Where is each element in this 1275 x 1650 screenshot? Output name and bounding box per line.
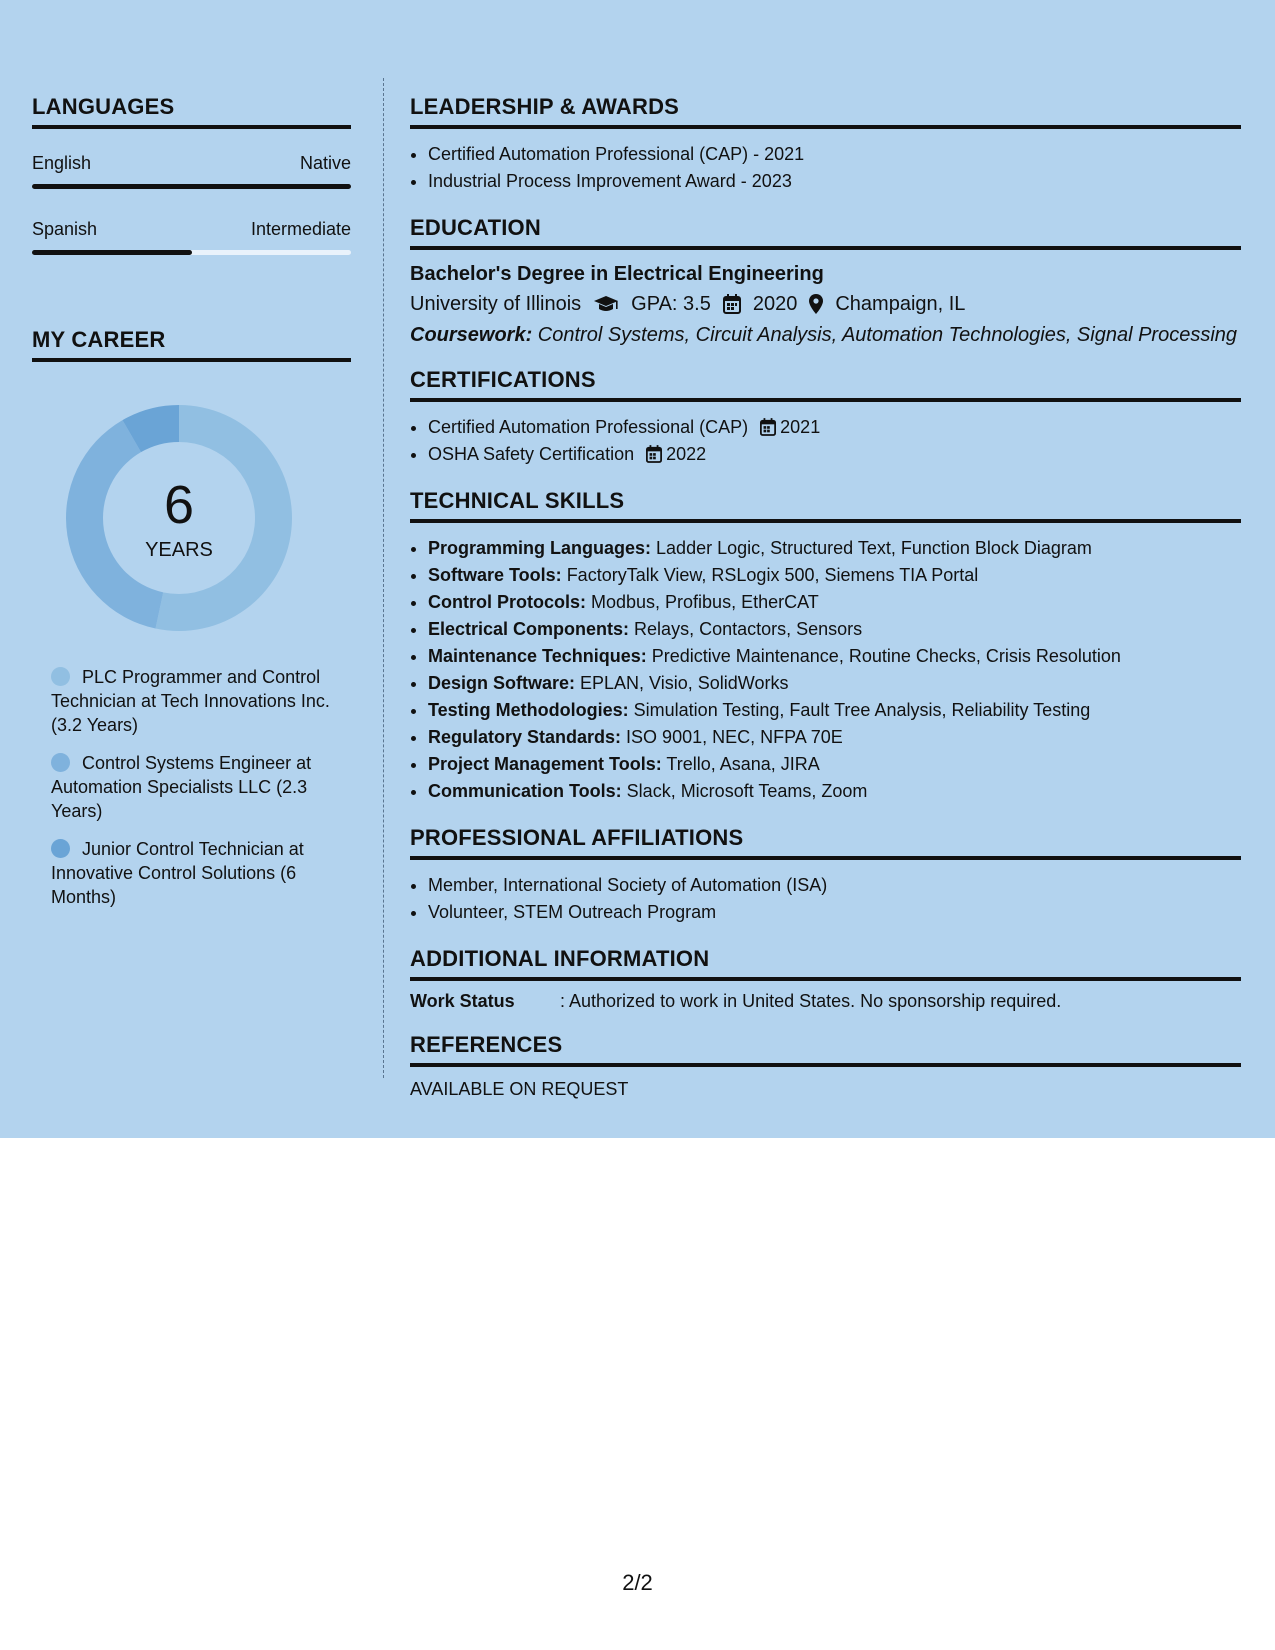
skill-value: Simulation Testing, Fault Tree Analysis, Reliability Testing: [628, 700, 1091, 720]
career-donut-chart: [66, 405, 292, 631]
skill-label: Project Management Tools:: [428, 754, 662, 774]
list-item: [428, 441, 1241, 468]
education-meta: [410, 291, 1241, 317]
column-divider: [383, 78, 384, 1078]
coursework: [410, 323, 1241, 347]
gpa: GPA: 3.5: [631, 293, 711, 315]
skill-label: Maintenance Techniques:: [428, 646, 647, 666]
calendar-icon: [646, 445, 662, 463]
career-heading: MY CAREER: [32, 327, 351, 362]
education-heading: EDUCATION: [410, 215, 1241, 250]
certification-year: 2022: [666, 444, 707, 464]
career-legend-label: Junior Control Technician at Innovative Control Solutions (6 Months): [51, 839, 304, 907]
career-section: [32, 327, 351, 909]
certification-name: Certified Automation Professional (CAP): [428, 417, 749, 437]
degree-title: Bachelor's Degree in Electrical Engineering: [410, 263, 824, 285]
skills-list: [410, 535, 1241, 805]
language-proficiency-fill: [32, 184, 351, 189]
additional-info-heading: ADDITIONAL INFORMATION: [410, 946, 1241, 981]
right-column: [410, 94, 1241, 1120]
calendar-icon: [760, 418, 776, 436]
language-row: [32, 153, 351, 174]
skill-label: Programming Languages:: [428, 538, 652, 558]
language-proficiency-fill: [32, 250, 192, 255]
career-total-unit: YEARS: [145, 539, 213, 561]
skills-section: [410, 488, 1241, 805]
language-level: Native: [299, 153, 351, 173]
skill-item: [428, 562, 1241, 589]
skill-item: [428, 535, 1241, 562]
skill-item: [428, 724, 1241, 751]
skill-label: Testing Methodologies:: [428, 700, 629, 720]
skill-item: [428, 589, 1241, 616]
leadership-heading: LEADERSHIP & AWARDS: [410, 94, 1241, 129]
location-pin-icon: [809, 294, 823, 314]
references-section: [410, 1032, 1241, 1100]
skill-value: EPLAN, Visio, SolidWorks: [575, 673, 789, 693]
skill-label: Design Software:: [428, 673, 576, 693]
affiliations-section: [410, 825, 1241, 926]
work-status-label: Work Status: [410, 991, 515, 1011]
skill-item: [428, 751, 1241, 778]
list-item: • Certified Automation Professional (CAP) - 2021: [428, 141, 1241, 168]
skill-value: Relays, Contactors, Sensors: [629, 619, 863, 639]
leadership-list: [410, 141, 1241, 195]
certification-name: OSHA Safety Certification: [428, 444, 635, 464]
legend-dot-icon: [51, 753, 70, 772]
graduation-cap-icon: [593, 295, 619, 313]
languages-section: [32, 94, 351, 255]
certification-year: 2021: [780, 417, 821, 437]
skill-item: [428, 697, 1241, 724]
skills-heading: TECHNICAL SKILLS: [410, 488, 1241, 523]
skill-value: Modbus, Profibus, EtherCAT: [586, 592, 819, 612]
affiliations-list: [410, 872, 1241, 926]
leadership-section: [410, 94, 1241, 195]
skill-value: Predictive Maintenance, Routine Checks, Crisis Resolution: [646, 646, 1121, 666]
affiliations-heading: PROFESSIONAL AFFILIATIONS: [410, 825, 1241, 860]
references-heading: REFERENCES: [410, 1032, 1241, 1067]
skill-value: Trello, Asana, JIRA: [661, 754, 820, 774]
skill-item: [428, 616, 1241, 643]
left-column: [32, 94, 351, 923]
skill-value: Ladder Logic, Structured Text, Function Block Diagram: [651, 538, 1092, 558]
language-proficiency-bar: [32, 184, 351, 189]
career-legend-item: [51, 751, 331, 823]
certifications-list: [410, 414, 1241, 468]
skill-label: Control Protocols:: [428, 592, 586, 612]
certifications-section: [410, 367, 1241, 468]
education-section: [410, 215, 1241, 347]
calendar-icon: [723, 294, 741, 314]
skill-label: Regulatory Standards:: [428, 727, 622, 747]
skill-label: Communication Tools:: [428, 781, 622, 801]
education-location: Champaign, IL: [835, 293, 966, 315]
list-item: [428, 414, 1241, 441]
language-name: English: [32, 153, 92, 173]
legend-dot-icon: [51, 839, 70, 858]
language-proficiency-bar: [32, 250, 351, 255]
skill-label: Electrical Components:: [428, 619, 630, 639]
skill-value: FactoryTalk View, RSLogix 500, Siemens TIA Portal: [561, 565, 979, 585]
graduation-year: 2020: [752, 293, 798, 315]
coursework-label: Coursework:: [410, 324, 533, 346]
skill-value: ISO 9001, NEC, NFPA 70E: [621, 727, 843, 747]
references-text: AVAILABLE ON REQUEST: [410, 1079, 629, 1099]
career-legend-label: PLC Programmer and Control Technician at Tech Innovations Inc. (3.2 Years): [51, 667, 330, 735]
coursework-text: Control Systems, Circuit Analysis, Automation Technologies, Signal Processing: [532, 324, 1238, 346]
career-legend-label: Control Systems Engineer at Automation Specialists LLC (2.3 Years): [51, 753, 312, 821]
school-name: University of Illinois: [410, 293, 582, 315]
skill-value: Slack, Microsoft Teams, Zoom: [621, 781, 868, 801]
additional-info-section: [410, 946, 1241, 1012]
certifications-heading: CERTIFICATIONS: [410, 367, 1241, 402]
career-legend: [51, 665, 331, 909]
languages-heading: LANGUAGES: [32, 94, 351, 129]
skill-item: [428, 778, 1241, 805]
career-legend-item: [51, 837, 331, 909]
career-total-value: 6: [163, 475, 195, 535]
skill-item: [428, 643, 1241, 670]
language-name: Spanish: [32, 219, 98, 239]
language-row: [32, 219, 351, 240]
work-status-row: [410, 991, 1241, 1012]
language-level: Intermediate: [250, 219, 351, 239]
legend-dot-icon: [51, 667, 70, 686]
list-item: • Volunteer, STEM Outreach Program: [428, 899, 1241, 926]
skill-item: [428, 670, 1241, 697]
list-item: • Member, International Society of Automation (ISA): [428, 872, 1241, 899]
career-legend-item: [51, 665, 331, 737]
page-number: 2/2: [622, 1570, 653, 1595]
skill-label: Software Tools:: [428, 565, 562, 585]
work-status-value: : Authorized to work in United States. No sponsorship required.: [560, 991, 1062, 1011]
list-item: • Industrial Process Improvement Award - 2023: [428, 168, 1241, 195]
